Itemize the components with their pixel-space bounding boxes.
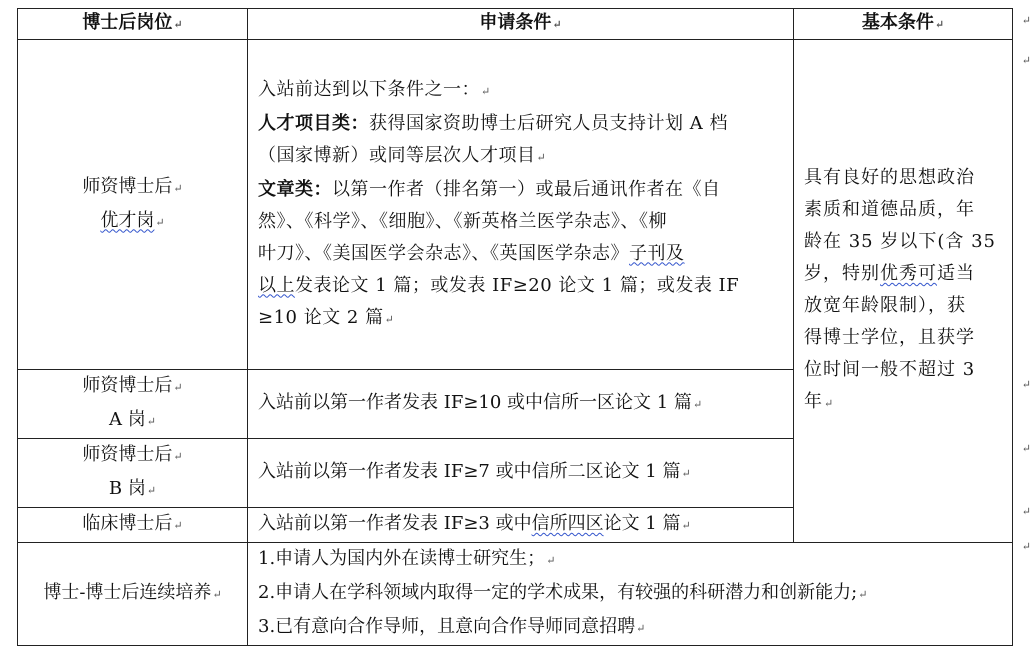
header-basic-conditions: 基本条件↵ bbox=[794, 9, 1013, 40]
cell-conditions-a: 入站前以第一作者发表 IF≥10 或中信所一区论文 1 篇↵ bbox=[248, 370, 794, 439]
header-application-conditions: 申请条件↵ bbox=[248, 9, 794, 40]
row-end-mark: ↵ bbox=[1021, 442, 1031, 455]
postdoc-requirements-table bbox=[17, 8, 1013, 646]
cell-post-b: 师资博士后↵ B 岗↵ bbox=[18, 439, 248, 508]
cell-conditions-continuous: 1.申请人为国内外在读博士研究生；↵ 2.申请人在学科领域内取得一定的学术成果，有较强的科研潜力和创新能力;↵ 3.已有意向合作导师，且意向合作导师同意招聘↵ bbox=[248, 543, 1013, 646]
header-post: 博士后岗位↵ bbox=[18, 9, 248, 40]
cell-post-clinical: 临床博士后↵ bbox=[18, 508, 248, 543]
row-end-mark: ↵ bbox=[1021, 505, 1031, 518]
row-end-mark: ↵ bbox=[1021, 378, 1031, 391]
row-end-mark: ↵ bbox=[1021, 540, 1031, 553]
row-continuous-training bbox=[18, 543, 1013, 646]
cell-conditions-b: 入站前以第一作者发表 IF≥7 或中信所二区论文 1 篇↵ bbox=[248, 439, 794, 508]
cell-post-a: 师资博士后↵ A 岗↵ bbox=[18, 370, 248, 439]
row-excellent-post bbox=[18, 40, 1013, 370]
row-end-mark: ↵ bbox=[1021, 14, 1031, 27]
cell-post-continuous: 博士-博士后连续培养↵ bbox=[18, 543, 248, 646]
cell-conditions-excellent: 入站前达到以下条件之一：↵ 人才项目类：获得国家资助博士后研究人员支持计划 A 档 （国家博新）或同等层次人才项目↵ 文章类：以第一作者（排名第一）或最后通讯作者在《自 然》、《科学》、《细胞》、《新英格兰医学杂志》、《柳 叶刀》、《美国医学会杂志》、《英国医学杂志》子刊及 以上发表论文 1 篇；或发表 IF≥20 论文 1 篇；或发表 IF ≥10 论文 2 篇↵ bbox=[248, 40, 794, 370]
cell-conditions-clinical: 入站前以第一作者发表 IF≥3 或中信所四区论文 1 篇↵ bbox=[248, 508, 794, 543]
row-end-mark: ↵ bbox=[1021, 54, 1031, 67]
header-row bbox=[18, 9, 1013, 40]
cell-post-excellent: 师资博士后↵ 优才岗↵ bbox=[18, 40, 248, 370]
cell-basic-conditions: 具有良好的思想政治 素质和道德品质，年 龄在 35 岁以下(含 35 岁，特别优秀可适当 放宽年龄限制），获 得博士学位，且获学 位时间一般不超过 3 年↵ bbox=[794, 40, 1013, 543]
